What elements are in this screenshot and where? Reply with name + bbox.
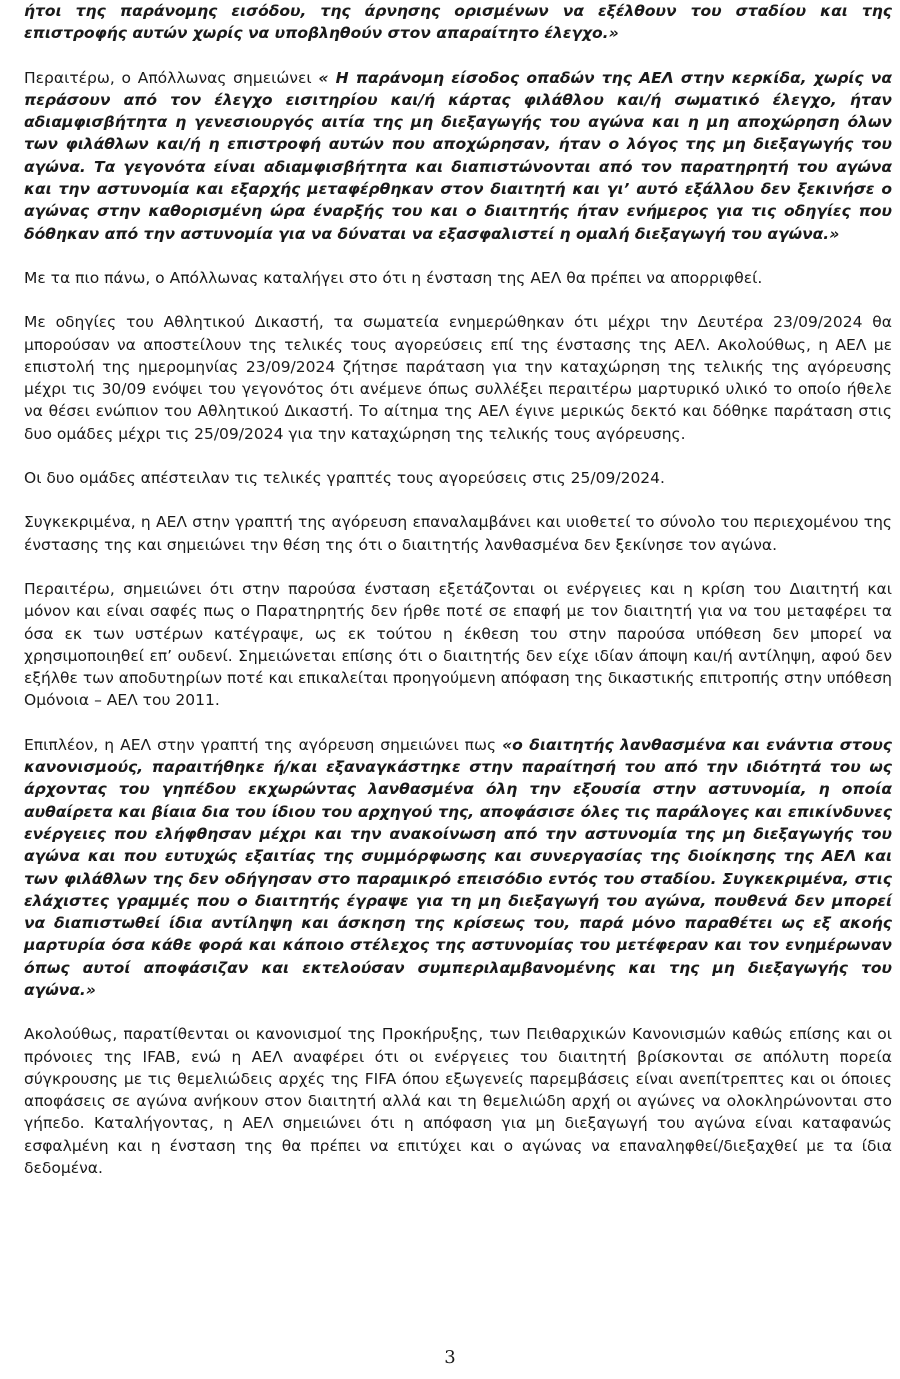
quote-text: «ο διαιτητής λανθασμένα και ενάντια στους κανονισμούς, παραιτήθηκε ή/και εξαναγκάστηκε στην παραίτησή του από την ιδιότητά του ως άρχοντας του γηπέδου εκχωρώντας λανθασμένα όλη την εξουσία στην αστυνομία, η οποία αυθαίρετα και βίαια δια του ίδιου του αρχηγού της, αποφάσισε όλες τις παράλογες και επικίνδυνες ενέργειες που ελήφθησαν μέχρι και την ανακοίνωση από την αστυνομία της μη διεξαγωγής του αγώνα και που ευτυχώς εξαιτίας της συμμόρφωσης και συνεργασίας της διοίκησης της ΑΕΛ και των φιλάθλων της δεν οδήγησαν στο παραμικρό επεισόδιο εντός του σταδίου. Συγκεκριμένα, στις ελάχιστες γραμμές που ο διαιτητής έγραψε για τη μη διεξαγωγή του αγώνα, πουθενά δεν μπορεί να διαπιστωθεί ίδια αντίληψη και άσκηση της κρίσεως του, παρά μόνο παραθέτει ως εξ ακοής μαρτυρία όσα κάθε φορά και κάποιο στέλεχος της αστυνομίας του μετέφεραν και τον ενημέρωναν όπως αυτοί αποφάσιζαν και εκτελούσαν συμπεριλαμβανομένης και της μη διεξαγωγής του αγώνα.» — [24, 735, 892, 999]
body-text: Με τα πιο πάνω, ο Απόλλωνας καταλήγει στο ότι η ένσταση της ΑΕΛ θα πρέπει να απορριφθεί. — [24, 268, 763, 287]
paragraph-regulations — [24, 1023, 892, 1179]
page-number: 3 — [444, 1347, 456, 1368]
paragraph-ael-submission — [24, 511, 892, 556]
body-text: Ακολούθως, παρατίθενται οι κανονισμοί της Προκήρυξης, των Πειθαρχικών Κανονισμών καθώς επίσης και οι πρόνοιες της IFAB, ενώ η ΑΕΛ αναφέρει ότι οι ενέργειες του διαιτητή βρίσκονται σε απόλυτη πορεία σύγκρουσης με τις θεμελιώδεις αρχές της FIFA όπου εξωγενείς παρεμβάσεις είναι ανεπίτρεπτες και οι όποιες αποφάσεις σε αγώνα ανήκουν στον διαιτητή αλλά και τη θεμελιώδη αρχή οι αγώνες να ολοκληρώνονται στο γήπεδο. Καταλήγοντας, η ΑΕΛ σημειώνει ότι η απόφαση για μη διεξαγωγή του αγώνα είναι καταφανώς εσφαλμένη και η ένσταση της θα πρέπει να επιτύχει και ο αγώνας να επαναληφθεί/διεξαχθεί με τα ίδια δεδομένα. — [24, 1025, 892, 1178]
body-text: Με οδηγίες του Αθλητικού Δικαστή, τα σωματεία ενημερώθηκαν ότι μέχρι την Δευτέρα 23/09/2024 θα μπορούσαν να αποστείλουν της τελικές τους αγορεύσεις επί της ένστασης της ΑΕΛ. Ακολούθως, η ΑΕΛ με επιστολή της ημερομηνίας 23/09/2024 ζήτησε παράταση για την καταχώρηση της τελικής της αγόρευσης μέχρι τις 30/09 ενόψει του γεγονότος ότι ανέμενε όπως συλλέξει περαιτέρω μαρτυρικό υλικό το οποίο ήθελε να θέσει ενώπιον του Αθλητικού Δικαστή. Το αίτημα της ΑΕΛ έγινε μερικώς δεκτό και δόθηκε παράταση στις δυο ομάδες μέχρι τις 25/09/2024 για την καταχώρηση της τελικής τους αγόρευσης. — [24, 313, 892, 443]
paragraph-apollon-statement — [24, 67, 892, 245]
intro-text: Επιπλέον, η ΑΕΛ στην γραπτή της αγόρευση σημειώνει πως — [24, 735, 503, 754]
paragraph-referee-actions — [24, 578, 892, 712]
quote-text: « Η παράνομη είσοδος οπαδών της ΑΕΛ στην κερκίδα, χωρίς να περάσουν από τον έλεγχο εισιτηρίου και/ή κάρτας φιλάθλου και/ή σωματικό έλεγχο, ήταν αδιαμφισβήτητα η γενεσιουργός αιτία της μη διεξαγωγής του αγώνα και η μη αποχώρηση όλων των φιλάθλων και/ή η επιστροφή αυτών που αποχώρησαν, ήταν ο λόγος της μη διεξαγωγής του αγώνα. Τα γεγονότα είναι αδιαμφισβήτητα και διαπιστώνονται από τον παρατηρητή του αγώνα και την αστυνομία και εξαρχής μεταφέρθηκαν στον διαιτητή και γι’ αυτό εξάλλου δεν ξεκινήσε ο αγώνας στην καθορισμένη ώρα έναρξής του και ο διαιτητής ήταν ενήμερος για τις οδηγίες που δόθηκαν από την αστυνομία για να δύναται να εξασφαλιστεί η ομαλή διεξαγωγή του αγώνα.» — [24, 68, 892, 243]
paragraph-ael-argument — [24, 734, 892, 1002]
body-text: Οι δυο ομάδες απέστειλαν τις τελικές γραπτές τους αγορεύσεις στις 25/09/2024. — [24, 469, 665, 488]
paragraph-judge-instructions — [24, 311, 892, 445]
body-text: Συγκεκριμένα, η ΑΕΛ στην γραπτή της αγόρευση επαναλαμβάνει και υιοθετεί το σύνολο του περιεχομένου της ένστασης της και σημειώνει την θέση της ότι ο διαιτητής λανθασμένα δεν ξεκίνησε τον αγώνα. — [24, 513, 892, 554]
body-text: Περαιτέρω, σημειώνει ότι στην παρούσα ένσταση εξετάζονται οι ενέργειες και η κρίση του Διαιτητή και μόνον και είναι σαφές πως ο Παρατηρητής δεν ήρθε ποτέ σε επαφή με τον διαιτητή για να του μεταφέρει τα όσα εκ των υστέρων κατέγραψε, ως εκ τούτου η έκθεση του στην παρούσα υπόθεση δεν μπορεί να χρησιμοποιηθεί επ’ ουδενί. Σημειώνεται επίσης ότι ο διαιτητής δεν είχε ιδίαν άποψη και/ή αντίληψη, αφού δεν εξήλθε των αποδυτηρίων ποτέ και επικαλείται προηγούμενη απόφαση της δικαστικής επιτροπής στην υπόθεση Ομόνοια – ΑΕΛ του 2011. — [24, 579, 892, 710]
paragraph-final-submissions — [24, 467, 892, 489]
paragraph-quote-continuation — [24, 0, 892, 45]
quote-text: ήτοι της παράνομης εισόδου, της άρνησης ορισμένων να εξέλθουν του σταδίου και της επιστροφής αυτών χωρίς να υποβληθούν στον απαραίτητο έλεγχο.» — [24, 2, 892, 43]
paragraph-apollon-conclusion — [24, 267, 892, 289]
document-body — [24, 0, 892, 1179]
intro-text: Περαιτέρω, ο Απόλλωνας σημειώνει — [24, 68, 319, 87]
